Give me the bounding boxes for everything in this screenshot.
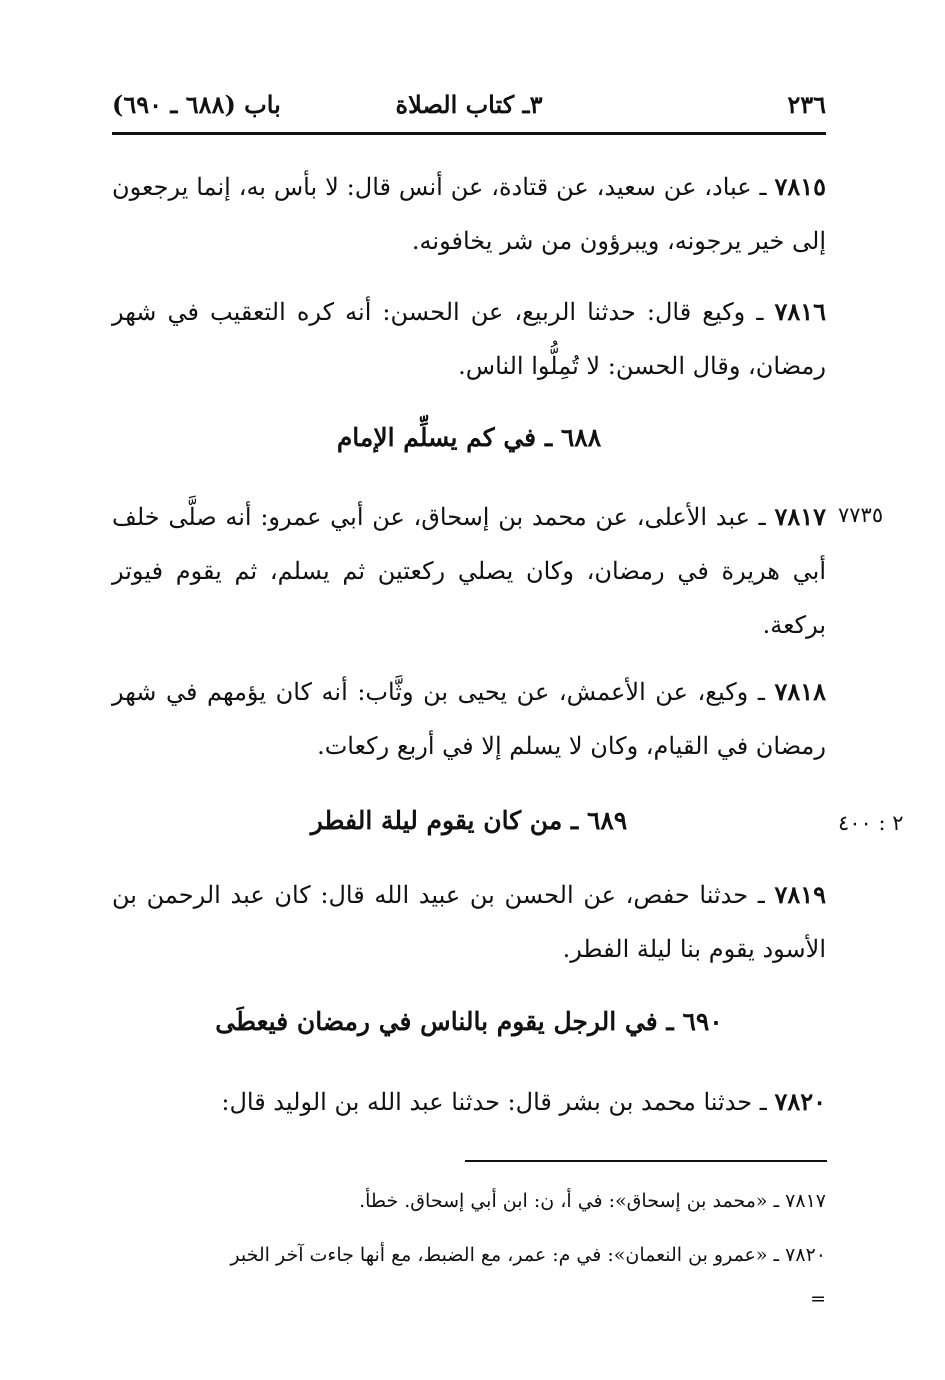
hadith-number: ٧٨١٦ — [774, 297, 826, 326]
paragraph-7816 — [112, 285, 826, 393]
hadith-text: ـ حدثنا حفص، عن الحسن بن عبيد الله قال: كان عبد الرحمن بن الأسود يقوم بنا ليلة الفطر. — [112, 881, 826, 963]
footnote-7817: ٧٨١٧ ـ «محمد بن إسحاق»: في أ، ن: ابن أبي إسحاق. خطأ. — [359, 1190, 826, 1212]
paragraph-7820 — [112, 1075, 826, 1129]
footnote-rule — [465, 1160, 827, 1162]
footnote-continuation-mark: = — [810, 1288, 826, 1310]
hadith-number: ٧٨١٩ — [774, 880, 826, 909]
section-heading-689: ٦٨٩ ـ من كان يقوم ليلة الفطر — [310, 806, 628, 835]
hadith-text: ـ حدثنا محمد بن بشر قال: حدثنا عبد الله بن الوليد قال: — [221, 1088, 775, 1116]
footnote-7820: ٧٨٢٠ ـ «عمرو بن النعمان»: في م: عمر، مع الضبط، مع أنها جاءت آخر الخبر — [230, 1244, 826, 1266]
header-rule — [112, 132, 826, 135]
section-heading-688: ٦٨٨ ـ في كم يسلِّم الإمام — [336, 423, 602, 452]
hadith-text: ـ عباد، عن سعيد، عن قتادة، عن أنس قال: لا بأس به، إنما يرجعون إلى خير يرجونه، ويبرؤون من شر يخافونه. — [112, 173, 826, 255]
paragraph-7817 — [112, 490, 826, 652]
running-header — [112, 84, 826, 128]
margin-note-volume-page: ٢ : ٤٠٠ — [838, 811, 904, 835]
hadith-text: ـ وكيع قال: حدثنا الربيع، عن الحسن: أنه كره التعقيب في شهر رمضان، وقال الحسن: لا تُمِلُّوا الناس. — [112, 298, 826, 380]
section-heading-690: ٦٩٠ ـ في الرجل يقوم بالناس في رمضان فيعطَى — [215, 1007, 723, 1036]
hadith-number: ٧٨٢٠ — [774, 1087, 826, 1116]
hadith-number: ٧٨١٨ — [774, 677, 827, 706]
book-title: ٣ـ كتاب الصلاة — [395, 90, 543, 119]
paragraph-7818 — [112, 665, 826, 773]
paragraph-7819 — [112, 868, 826, 976]
hadith-text: ـ وكيع، عن الأعمش، عن يحيى بن وثَّاب: أنه كان يؤمهم في شهر رمضان في القيام، وكان لا يسلم إلا في أربع ركعات. — [112, 678, 826, 760]
chapter-range: باب (٦٨٨ ـ ٦٩٠) — [112, 90, 281, 119]
paragraph-7815 — [112, 160, 826, 268]
hadith-number: ٧٨١٥ — [774, 172, 826, 201]
hadith-number: ٧٨١٧ — [774, 502, 826, 531]
page-number: ٢٣٦ — [787, 90, 826, 119]
hadith-text: ـ عبد الأعلى، عن محمد بن إسحاق، عن أبي عمرو: أنه صلَّى خلف أبي هريرة في رمضان، وكان يصلي ركعتين ثم يسلم، ثم يقوم فيوتر بركعة. — [112, 503, 826, 639]
margin-note-cross-ref: ٧٧٣٥ — [838, 503, 884, 527]
